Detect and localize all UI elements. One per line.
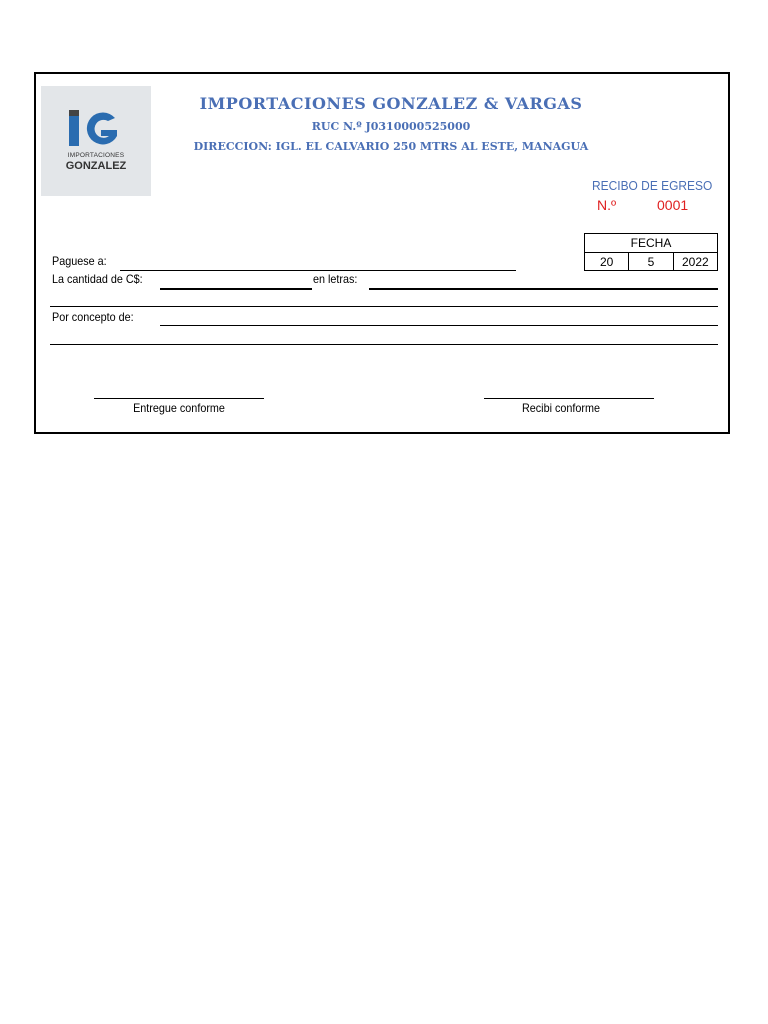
amount-field[interactable] xyxy=(160,288,312,290)
expense-receipt xyxy=(34,72,730,434)
ig-logo-icon xyxy=(65,106,127,150)
date-day[interactable]: 20 xyxy=(585,253,629,271)
concept-field[interactable] xyxy=(160,325,718,326)
date-year[interactable]: 2022 xyxy=(681,255,709,269)
received-signature-label: Recibi conforme xyxy=(521,401,601,415)
in-words-label: en letras: xyxy=(313,272,358,286)
concept-label: Por concepto de: xyxy=(52,310,134,324)
receipt-number: 0001 xyxy=(657,197,689,213)
delivered-signature-line[interactable] xyxy=(94,398,264,399)
pay-to-field[interactable] xyxy=(120,270,516,271)
receipt-number-label: N.º xyxy=(597,197,617,213)
logo-text-gonzalez: GONZALEZ xyxy=(65,160,127,172)
company-logo xyxy=(41,86,151,196)
company-name: IMPORTACIONES GONZALEZ & VARGAS xyxy=(199,94,583,113)
company-address: DIRECCION: IGL. EL CALVARIO 250 MTRS AL ESTE, MANAGUA xyxy=(193,140,589,153)
date-month[interactable]: 5 xyxy=(629,253,673,271)
delivered-signature-label: Entregue conforme xyxy=(133,401,225,415)
received-signature-line[interactable] xyxy=(484,398,654,399)
concept-continuation-line[interactable] xyxy=(50,344,718,345)
date-box xyxy=(584,233,718,271)
date-label: FECHA xyxy=(585,234,717,253)
logo-text-importaciones: IMPORTACIONES xyxy=(67,152,125,159)
receipt-title: RECIBO DE EGRESO xyxy=(592,178,713,193)
pay-to-label: Paguese a: xyxy=(52,254,107,268)
amount-label: La cantidad de C$: xyxy=(52,272,143,286)
in-words-field[interactable] xyxy=(369,288,718,290)
amount-continuation-line[interactable] xyxy=(50,306,718,307)
company-ruc: RUC N.º J0310000525000 xyxy=(311,120,471,133)
